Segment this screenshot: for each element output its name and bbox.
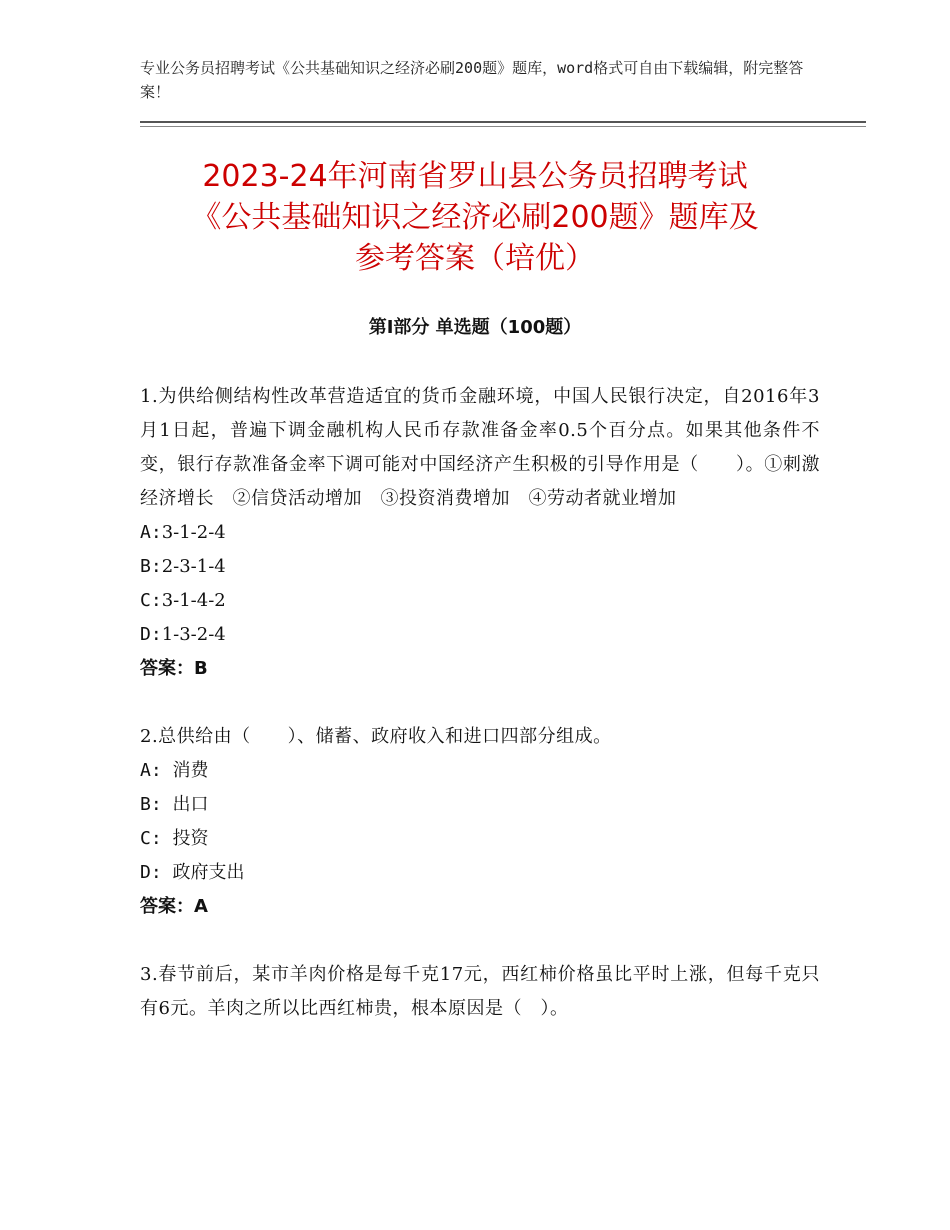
title-line-2: 《公共基础知识之经济必刷200题》题库及 xyxy=(191,200,759,235)
question-stem: 3.春节前后，某市羊肉价格是每千克17元，西红柿价格虽比平时上涨，但每千克只有6元。羊肉之所以比西红柿贵，根本原因是（ ）。 xyxy=(140,964,820,1019)
header-rule-thin xyxy=(140,126,866,127)
title-line-3: 参考答案（培优） xyxy=(355,241,595,276)
option-key: C: xyxy=(140,828,162,849)
question-stem: 1.为供给侧结构性改革营造适宜的货币金融环境，中国人民银行决定，自2016年3月1日起，普遍下调金融机构人民币存款准备金率0.5个百分点。如果其他条件不变，银行存款准备金率下调可能对中国经济产生积极的引导作用是（ ）。①刺激经济增长 ②信贷活动增加 ③投资消费增加 ④劳动者就业增加 xyxy=(140,386,820,509)
section-heading: 第Ⅰ部分 单选题（100题） xyxy=(368,317,582,338)
header-rule-thick xyxy=(140,121,866,123)
question-stem: 2.总供给由（ ）、储蓄、政府收入和进口四部分组成。 xyxy=(140,726,612,747)
option-a xyxy=(140,516,820,550)
option-key: A: xyxy=(140,522,162,543)
option-text: 出口 xyxy=(172,794,209,815)
question-3 xyxy=(140,958,820,1026)
question-list xyxy=(140,380,820,1060)
option-c xyxy=(140,822,820,856)
option-b xyxy=(140,788,820,822)
answer-label: 答案：B xyxy=(140,658,208,679)
title-line-1: 2023-24年河南省罗山县公务员招聘考试 xyxy=(202,159,748,194)
option-key: D: xyxy=(140,862,162,883)
option-text: 3-1-2-4 xyxy=(161,522,226,543)
question-1 xyxy=(140,380,820,686)
option-b xyxy=(140,550,820,584)
option-key: B: xyxy=(140,556,162,577)
answer-label: 答案：A xyxy=(140,896,208,917)
option-text: 投资 xyxy=(172,828,209,849)
header-note: 专业公务员招聘考试《公共基础知识之经济必刷200题》题库，word格式可自由下载编辑，附完整答案！ xyxy=(140,59,804,101)
option-list xyxy=(140,754,820,890)
option-text: 消费 xyxy=(172,760,209,781)
option-list xyxy=(140,516,820,652)
option-text: 3-1-4-2 xyxy=(161,590,226,611)
option-d xyxy=(140,856,820,890)
document-title xyxy=(120,156,830,279)
option-c xyxy=(140,584,820,618)
option-text: 政府支出 xyxy=(172,862,245,883)
option-key: D: xyxy=(140,624,162,645)
option-text: 2-3-1-4 xyxy=(161,556,226,577)
option-key: A: xyxy=(140,760,162,781)
option-key: C: xyxy=(140,590,162,611)
option-a xyxy=(140,754,820,788)
option-text: 1-3-2-4 xyxy=(161,624,226,645)
question-2 xyxy=(140,720,820,924)
option-d xyxy=(140,618,820,652)
option-key: B: xyxy=(140,794,162,815)
